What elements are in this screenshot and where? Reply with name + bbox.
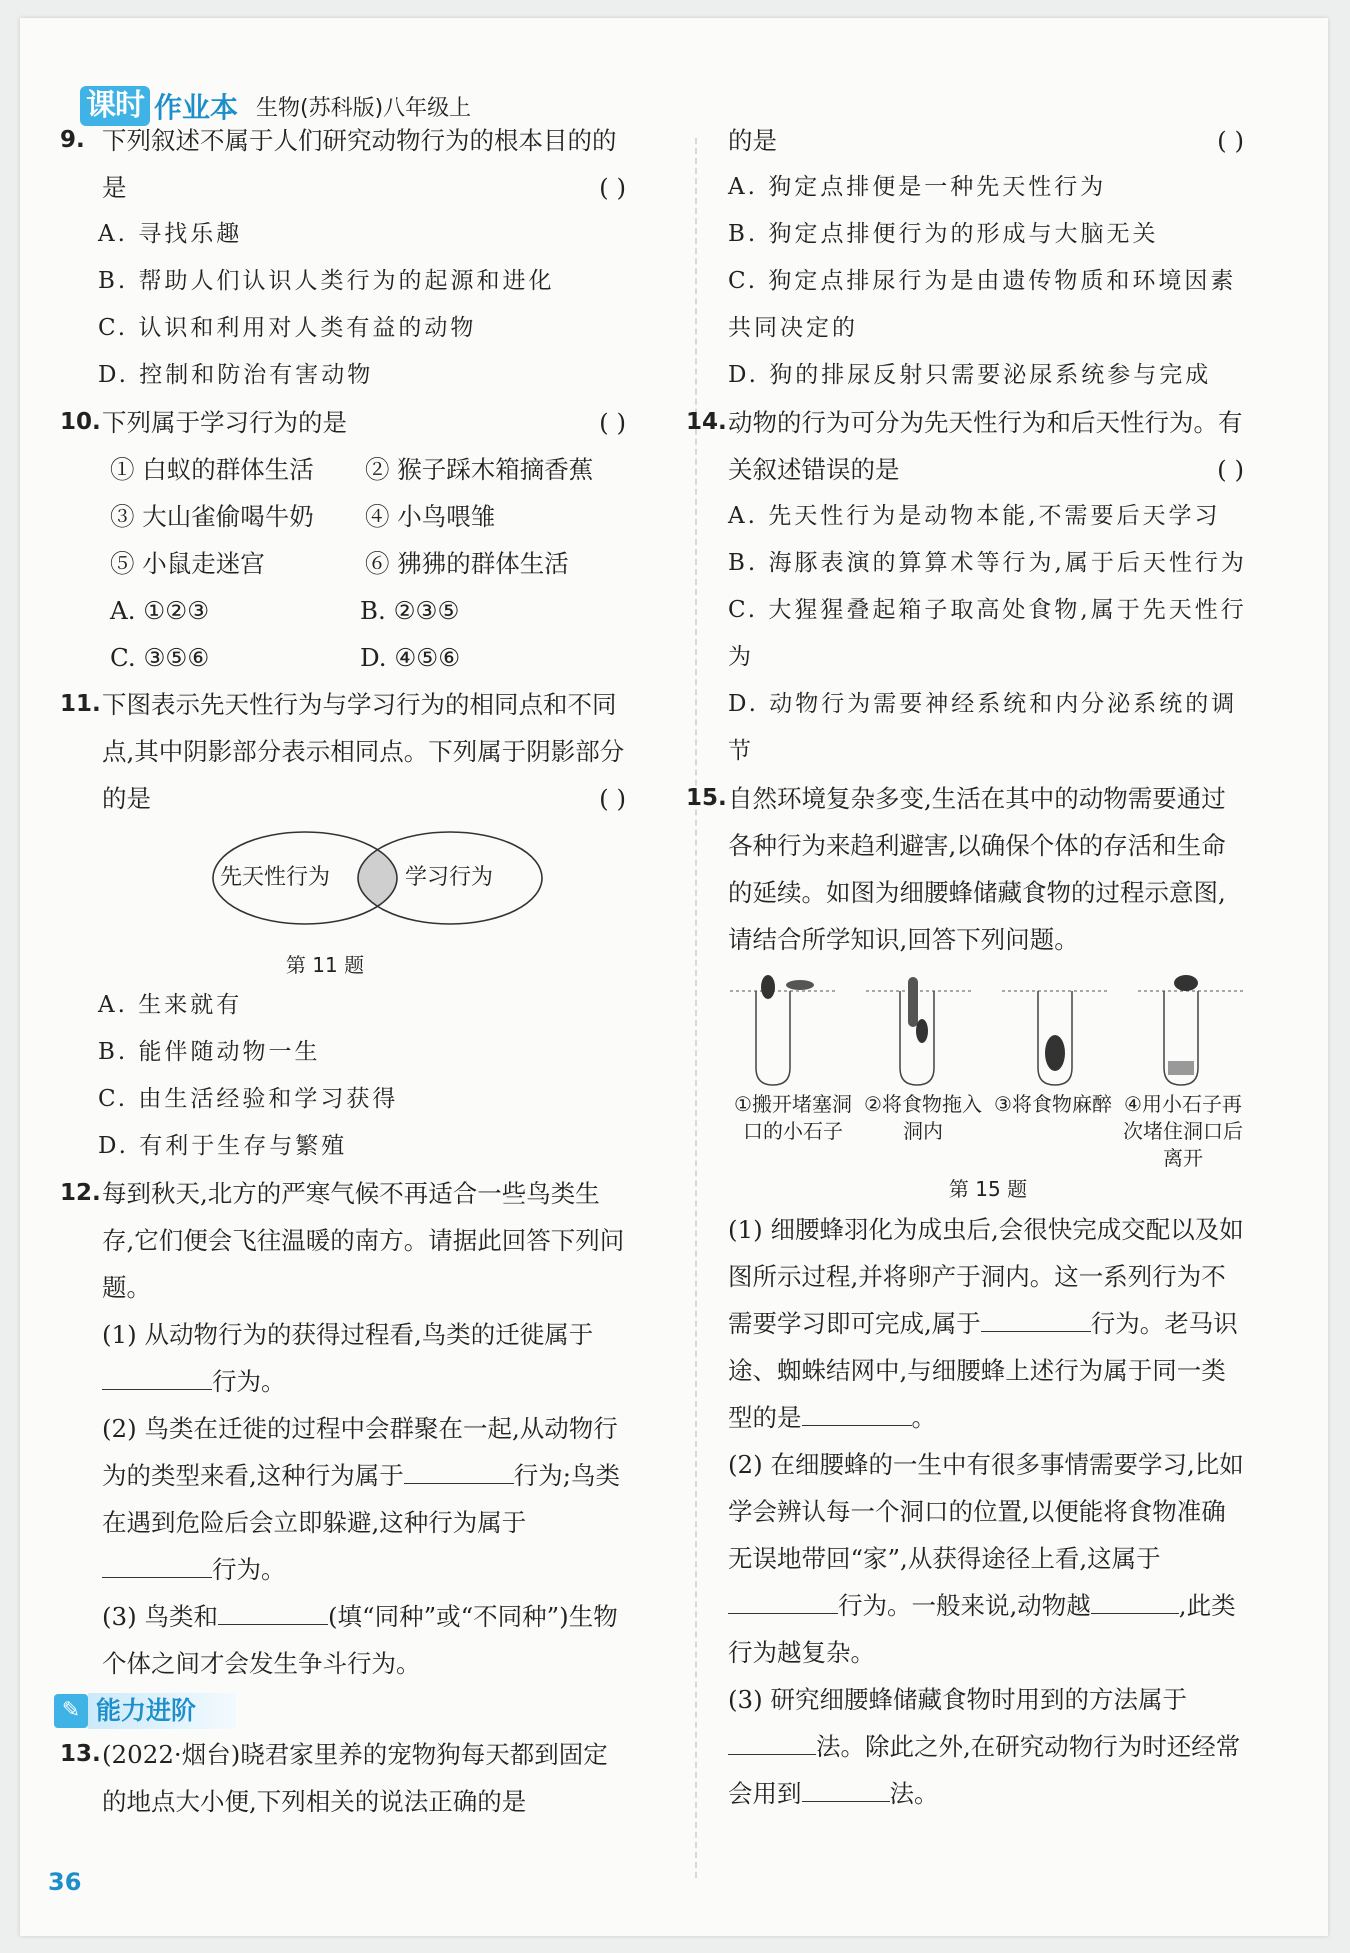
answer-paren: ( )	[599, 784, 626, 813]
option-c: C. 狗定点排尿行为是由遗传物质和环境因素共同决定的	[728, 268, 1237, 341]
option-a: A. ①②③	[110, 596, 210, 625]
option-d: D. 控制和防治有害动物	[98, 362, 374, 388]
stem-text: 下列叙述不属于人们研究动物行为的根本目的的是	[102, 126, 617, 202]
subquestion-3	[686, 1676, 1248, 1817]
left-column	[60, 117, 630, 1825]
sub-text: 行为;鸟类在遇到危险后会立即躲避,这种行为属于	[102, 1461, 621, 1537]
figure-caption: 第 15 题	[948, 1177, 1028, 1201]
answer-blank[interactable]	[728, 1732, 816, 1755]
option-c: C. 认识和利用对人类有益的动物	[98, 315, 477, 341]
subquestion-1	[686, 1206, 1248, 1441]
item-1: ① 白蚁的群体生活	[110, 455, 314, 484]
question-9	[60, 117, 630, 399]
answer-paren: ( )	[1217, 455, 1244, 484]
sub-text: 法。	[889, 1779, 939, 1808]
answer-blank[interactable]	[802, 1403, 912, 1426]
option-grid	[60, 587, 630, 681]
wasp-step3-illustration	[1000, 973, 1112, 1091]
answer-blank[interactable]	[404, 1461, 514, 1484]
question-number: 9.	[60, 127, 85, 153]
subquestion-3	[60, 1593, 630, 1687]
option-b: B. 海豚表演的算算术等行为,属于后天性行为	[728, 550, 1247, 576]
figure-caption: 第 11 题	[285, 953, 365, 977]
stem-text: 动物的行为可分为先天性行为和后天性行为。有关叙述错误的是	[728, 408, 1243, 484]
question-stem: (2022·烟台)晓君家里养的宠物狗每天都到固定的地点大小便,下列相关的说法正确的是	[102, 1740, 608, 1816]
option-c: C. 大猩猩叠起箱子取高处食物,属于先天性行为	[728, 597, 1247, 670]
answer-blank[interactable]	[802, 1779, 890, 1802]
question-number: 12.	[60, 1180, 101, 1206]
option-d: D. ④⑤⑥	[360, 643, 461, 672]
step-1-label: ①搬开堵塞洞口的小石子	[734, 1092, 852, 1143]
question-stem	[60, 117, 630, 211]
question-stem	[60, 399, 630, 446]
section-heading	[54, 1693, 630, 1729]
sub-text: (3) 鸟类和	[102, 1602, 218, 1631]
answer-paren: ( )	[1217, 126, 1244, 155]
sub-text: (1) 细腰蜂羽化为成虫后,会很快完成交配以及如图所示过程,并将卵产于洞内。这一系列行为不需要学习即可完成,属于	[728, 1215, 1244, 1338]
page-number: 36	[48, 1868, 82, 1896]
sub-text: 。	[911, 1403, 936, 1432]
question-15	[686, 775, 1248, 1817]
question-10	[60, 399, 630, 681]
right-column	[686, 117, 1248, 1817]
question-number: 11.	[60, 691, 101, 717]
item-5: ⑤ 小鼠走迷宫	[110, 549, 265, 578]
question-stem: 每到秋天,北方的严寒气候不再适合一些鸟类生存,它们便会飞往温暖的南方。请据此回答下列问题。	[102, 1179, 625, 1302]
question-stem	[60, 681, 630, 822]
question-stem-end	[728, 117, 1248, 164]
option-a: A. 生来就有	[98, 992, 243, 1018]
sub-text: (2) 在细腰蜂的一生中有很多事情需要学习,比如学会辨认每一个洞口的位置,以便能将食物准确无误地带回“家”,从获得途径上看,这属于	[728, 1450, 1244, 1573]
question-number: 15.	[686, 785, 727, 811]
item-4: ④ 小鸟喂雏	[365, 502, 496, 531]
sub-text: 行为。老马识途、蜘蛛结网中,与细腰蜂上述行为属于同一类型的是	[728, 1309, 1238, 1432]
sub-text: 行为。一般来说,动物越	[838, 1591, 1091, 1620]
option-b: B. ②③⑤	[360, 596, 460, 625]
answer-blank[interactable]	[218, 1602, 328, 1625]
option-d: D. 狗的排尿反射只需要泌尿系统参与完成	[728, 362, 1212, 388]
stem-text: 下列属于学习行为的是	[102, 408, 347, 437]
stem-tail: 的是	[728, 126, 777, 155]
venn-diagram	[210, 828, 570, 948]
wasp-step4-illustration	[1136, 973, 1248, 1091]
question-11	[60, 681, 630, 1170]
option-a: A. 狗定点排便是一种先天性行为	[728, 174, 1107, 200]
sub-text: 行为。	[212, 1367, 286, 1396]
logo-mark: 课时	[80, 86, 150, 126]
stem-text: 下图表示先天性行为与学习行为的相同点和不同点,其中阴影部分表示相同点。下列属于阴影部分的是	[102, 690, 625, 813]
subquestion-1	[60, 1311, 630, 1405]
subquestion-2	[60, 1405, 630, 1593]
sub-text: 行为。	[212, 1555, 286, 1584]
option-d: D. 动物行为需要神经系统和内分泌系统的调节	[728, 691, 1238, 764]
sub-text: (2) 鸟类在迁徙的过程中会群聚在一起,从动物行为的类型来看,这种行为属于	[102, 1414, 618, 1490]
option-d: D. 有利于生存与繁殖	[98, 1133, 348, 1159]
option-c: C. ③⑤⑥	[110, 643, 210, 672]
wasp-figure	[686, 973, 1248, 1206]
option-a: A. 寻找乐趣	[98, 221, 243, 247]
option-b: B. 能伴随动物一生	[98, 1039, 321, 1065]
sub-text: 法。除此之外,在研究动物行为时还经常会用到	[728, 1732, 1241, 1808]
wasp-illustrations	[728, 973, 1248, 1091]
step-2-label: ②将食物拖入洞内	[864, 1092, 982, 1143]
question-number: 14.	[686, 409, 727, 435]
item-3: ③ 大山雀偷喝牛奶	[110, 502, 314, 531]
step-labels	[728, 1091, 1248, 1172]
answer-blank[interactable]	[728, 1591, 838, 1614]
answer-paren: ( )	[599, 408, 626, 437]
answer-paren: ( )	[599, 173, 626, 202]
option-b: B. 狗定点排便行为的形成与大脑无关	[728, 221, 1159, 247]
question-stem	[686, 399, 1248, 493]
venn-left-label: 先天性行为	[220, 865, 331, 890]
question-number: 13.	[60, 1741, 101, 1767]
logo-text: 作业本	[154, 91, 239, 124]
item-6: ⑥ 狒狒的群体生活	[365, 549, 569, 578]
item-list	[60, 446, 630, 587]
answer-blank[interactable]	[981, 1309, 1091, 1332]
option-c: C. 由生活经验和学习获得	[98, 1086, 399, 1112]
subquestion-2	[686, 1441, 1248, 1676]
sub-text: (1) 从动物行为的获得过程看,鸟类的迁徙属于	[102, 1320, 594, 1349]
step-3-label: ③将食物麻醉	[994, 1092, 1112, 1116]
answer-blank[interactable]	[1091, 1591, 1179, 1614]
step-4-label: ④用小石子再次堵住洞口后离开	[1123, 1092, 1243, 1170]
section-title: 能力进阶	[88, 1693, 236, 1729]
answer-blank[interactable]	[102, 1555, 212, 1578]
question-stem: 自然环境复杂多变,生活在其中的动物需要通过各种行为来趋利避害,以确保个体的存活和生命的延续。如图为细腰蜂储藏食物的过程示意图,请结合所学知识,回答下列问题。	[728, 784, 1226, 954]
question-12	[60, 1170, 630, 1687]
sub-text: (填“同种”或“不同种”)生物个体之间才会发生争斗行为。	[102, 1602, 618, 1678]
book-subtitle: 生物(苏科版)八年级上	[256, 95, 472, 121]
question-14	[686, 399, 1248, 775]
question-number: 10.	[60, 409, 101, 435]
sub-text: (3) 研究细腰蜂储藏食物时用到的方法属于	[728, 1685, 1187, 1714]
question-13-continued	[728, 117, 1248, 399]
option-b: B. 帮助人们认识人类行为的起源和进化	[98, 268, 555, 294]
venn-right-label: 学习行为	[405, 865, 494, 890]
pencil-icon: ✎	[54, 1694, 88, 1728]
sub-text: ,此类行为越复杂。	[728, 1591, 1236, 1667]
wasp-step2-illustration	[864, 973, 976, 1091]
item-2: ② 猴子踩木箱摘香蕉	[365, 455, 594, 484]
option-a: A. 先天性行为是动物本能,不需要后天学习	[728, 503, 1221, 529]
answer-blank[interactable]	[102, 1367, 212, 1390]
wasp-step1-illustration	[728, 973, 840, 1091]
question-13	[60, 1731, 630, 1825]
